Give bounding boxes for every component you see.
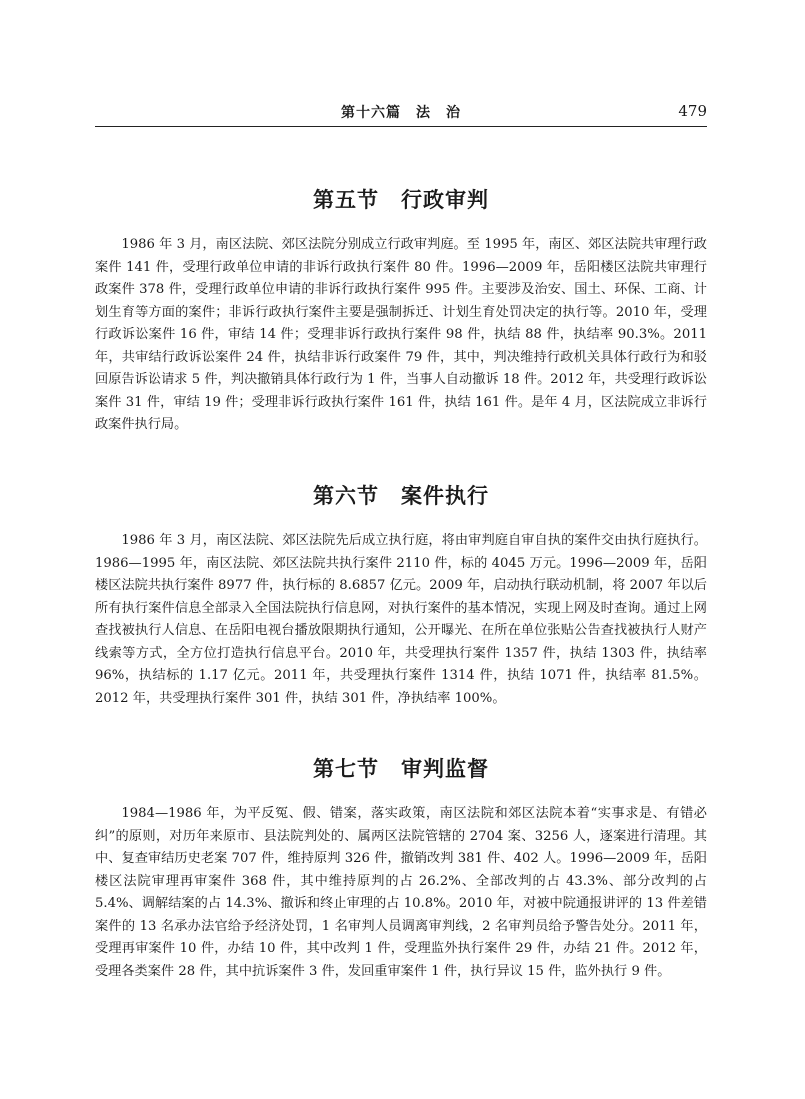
running-header [95,100,707,127]
section-paragraph: 1986 年 3 月，南区法院、郊区法院分别成立行政审判庭。至 1995 年，南区、郊区法院共审理行政案件 141 件，受理行政单位申请的非诉行政执行案件 80 件。1996—2009 年，岳阳楼区法院共审理行政案件 378 件，受理行政单位申请的非诉行政执行案件 995 件。主要涉及治安、国土、环保、工商、计划生育等方面的案件；非诉行政执行案件主要是强制拆迁、计划生育处罚决定的执行等。2010 年，受理行政诉讼案件 16 件，审结 14 件；受理非诉行政执行案件 98 件，执结 88 件，执结率 90.3%。2011 年，共审结行政诉讼案件 24 件，执结非诉行政案件 79 件，其中，判决维持行政机关具体行政行为和驳回原告诉讼请求 5 件，判决撤销具体行政行为 1 件，当事人自动撤诉 18 件。2012 年，共受理行政诉讼案件 31 件，审结 19 件；受理非诉行政执行案件 161 件，执结 161 件。是年 4 月，区法院成立非诉行政案件执行局。 [95,237,707,432]
section-title: 第七节 审判监督 [313,757,489,781]
section-trial-supervision [95,749,707,983]
running-title: 第十六篇 法 治 [341,105,461,121]
page-number: 479 [678,102,707,120]
section-administrative-trial [95,180,707,437]
section-title: 第六节 案件执行 [313,484,489,508]
section-paragraph: 1984—1986 年，为平反冤、假、错案，落实政策，南区法院和郊区法院本着“实事求是、有错必纠”的原则，对历年来原市、县法院判处的、属两区法院管辖的 2704 案、3256 人，逐案进行清理。其中、复查审结历史老案 707 件，维持原判 326 件，撤销改判 381 件、402 人。1996—2009 年，岳阳楼区法院审理再审案件 368 件，其中维持原判的占 26.2%、全部改判的占 43.3%、部分改判的占 5.4%、调解结案的占 14.3%、撤诉和终止审理的占 10.8%。2010 年，对被中院通报讲评的 13 件差错案件的 13 名承办法官给予经济处罚，1 名审判人员调离审判线，2 名审判员给予警告处分。2011 年，受理再审案件 10 件，办结 10 件，其中改判 1 件，受理监外执行案件 29 件，办结 21 件。2012 年，受理各类案件 28 件，其中抗诉案件 3 件，发回重审案件 1 件，执行异议 15 件，监外执行 9 件。 [95,806,707,979]
section-title: 第五节 行政审判 [313,188,489,212]
section-paragraph: 1986 年 3 月，南区法院、郊区法院先后成立执行庭，将由审判庭自审自执的案件交由执行庭执行。1986—1995 年，南区法院、郊区法院共执行案件 2110 件，标的 4045 万元。1996—2009 年，岳阳楼区法院共执行案件 8977 件，执行标的 8.6857 亿元。2009 年，启动执行联动机制，将 2007 年以后所有执行案件信息全部录入全国法院执行信息网，对执行案件的基本情况，实现上网及时查询。通过上网查找被执行人信息、在岳阳电视台播放限期执行通知，公开曝光、在所在单位张贴公告查找被执行人财产线索等方式，全方位打造执行信息平台。2010 年，共受理执行案件 1357 件，执结 1303 件，执结率 96%，执结标的 1.17 亿元。2011 年，共受理执行案件 1314 件，执结 1071 件，执结率 81.5%。2012 年，共受理执行案件 301 件，执结 301 件，净执结率 100%。 [95,533,707,706]
section-case-execution [95,476,707,710]
